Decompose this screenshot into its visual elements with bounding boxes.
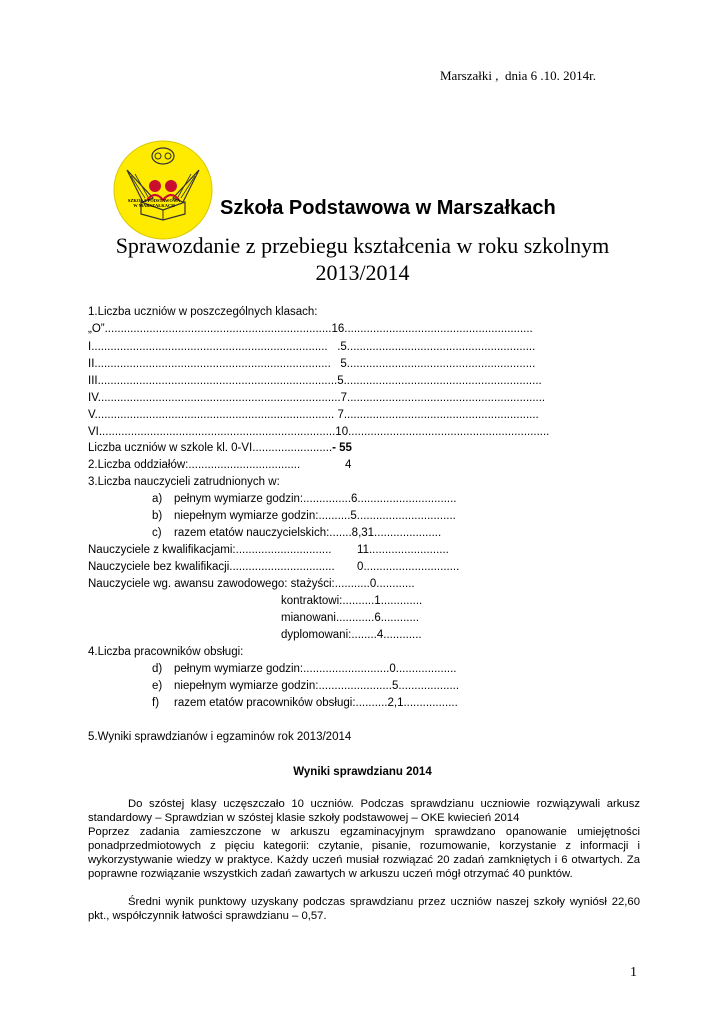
list-marker: e)	[152, 680, 163, 692]
results-paragraph-3: Średni wynik punktowy uzyskany podczas sprawdzianu przez uczniów naszej szkoły wyniósł 22,60 pkt., współczynnik łatwości sprawdzianu – 0,57.	[88, 896, 640, 922]
staff-item: razem etatów pracowników obsługi:..........2,1.................	[174, 697, 458, 709]
school-logo	[104, 122, 204, 222]
section-1-heading: 1.Liczba uczniów w poszczególnych klasach:	[88, 306, 318, 318]
class-row: „O”.......................................................................16...........................................................	[88, 323, 533, 335]
class-row: V........................................................................... 7.............................................................	[88, 409, 539, 421]
promotion-row: dyplomowani:........4............	[281, 629, 422, 641]
section-4-heading: 4.Liczba pracowników obsługi:	[88, 646, 244, 658]
total-students-label: Liczba uczniów w szkole kl. 0-VI.........................	[88, 442, 333, 454]
list-marker: a)	[152, 493, 163, 505]
section-2-value: 4	[345, 459, 352, 471]
list-marker: c)	[152, 527, 162, 539]
results-title: Wyniki sprawdzianu 2014	[293, 766, 432, 778]
report-title-line2: 2013/2014	[315, 260, 410, 285]
teacher-item: pełnym wymiarze godzin:...............6...............................	[174, 493, 457, 505]
staff-item: niepełnym wymiarze godzin:.......................5...................	[174, 680, 460, 692]
report-title-line1: Sprawozdanie z przebiegu kształcenia w roku szkolnym	[115, 233, 610, 258]
report-date: Marszałki , dnia 6 .10. 2014r.	[440, 68, 596, 83]
promotion-row: mianowani............6............	[281, 612, 420, 624]
results-paragraph-1: Do szóstej klasy uczęszczało 10 uczniów. Podczas sprawdzianu uczniowie rozwiązywali arkusz standardowy – Sprawdzian w szóstej klasie szkoły podstawowej – OKE kwiecień 2014	[88, 798, 640, 824]
logo-text: SZKOŁA PODSTAWOWA W MARSZAŁKACH	[127, 198, 181, 208]
unqualified-teachers: Nauczyciele bez kwalifikacji................................. 0..............................	[88, 561, 460, 573]
school-logo-emblem	[113, 140, 213, 240]
total-students	[88, 440, 352, 457]
qualified-teachers: Nauczyciele z kwalifikacjami:.............................. 11.........................	[88, 544, 449, 556]
teacher-item: razem etatów nauczycielskich:.......8,31.....................	[174, 527, 442, 539]
total-students-value: - 55	[332, 442, 352, 454]
class-row: VI..........................................................................10...............................................................	[88, 426, 550, 438]
class-row: I.......................................................................... .5...........................................................	[88, 341, 536, 353]
section-2-classes: 2.Liczba oddziałów:...................................	[88, 459, 301, 471]
class-row: III...........................................................................5..............................................................	[88, 375, 542, 387]
list-marker: b)	[152, 510, 163, 522]
promotion-row: kontraktowi:..........1.............	[281, 595, 423, 607]
teacher-item: niepełnym wymiarze godzin:..........5...............................	[174, 510, 456, 522]
section-3-heading: 3.Liczba nauczycieli zatrudnionych w:	[88, 476, 280, 488]
list-marker: f)	[152, 697, 160, 709]
school-name: Szkoła Podstawowa w Marszałkach	[220, 197, 556, 219]
page-number: 1	[630, 965, 637, 980]
class-row: II.......................................................................... 5...........................................................	[88, 358, 536, 370]
results-paragraph-2: Poprzez zadania zamieszczone w arkuszu egzaminacyjnym sprawdzano opanowanie umiejętności ponadprzedmiotowych z pięciu kategorii: czytanie, pisanie, rozumowanie, korzystanie z informacji i wykorzystywanie wiedzy w praktyce. Każdy uczeń musiał rozwiązać 20 zadań zamkniętych i 6 otwartych. Za poprawne rozwiązanie wszystkich zadań zawartych w arkuszu uczeń mógł otrzymać 40 punktów.	[88, 826, 640, 880]
staff-item: pełnym wymiarze godzin:...........................0...................	[174, 663, 457, 675]
class-row: IV............................................................................7..............................................................	[88, 392, 546, 404]
section-5-heading: 5.Wyniki sprawdzianów i egzaminów rok 2013/2014	[88, 731, 352, 743]
promotion-trainees: Nauczyciele wg. awansu zawodowego: stażyści:...........0............	[88, 578, 415, 590]
list-marker: d)	[152, 663, 163, 675]
